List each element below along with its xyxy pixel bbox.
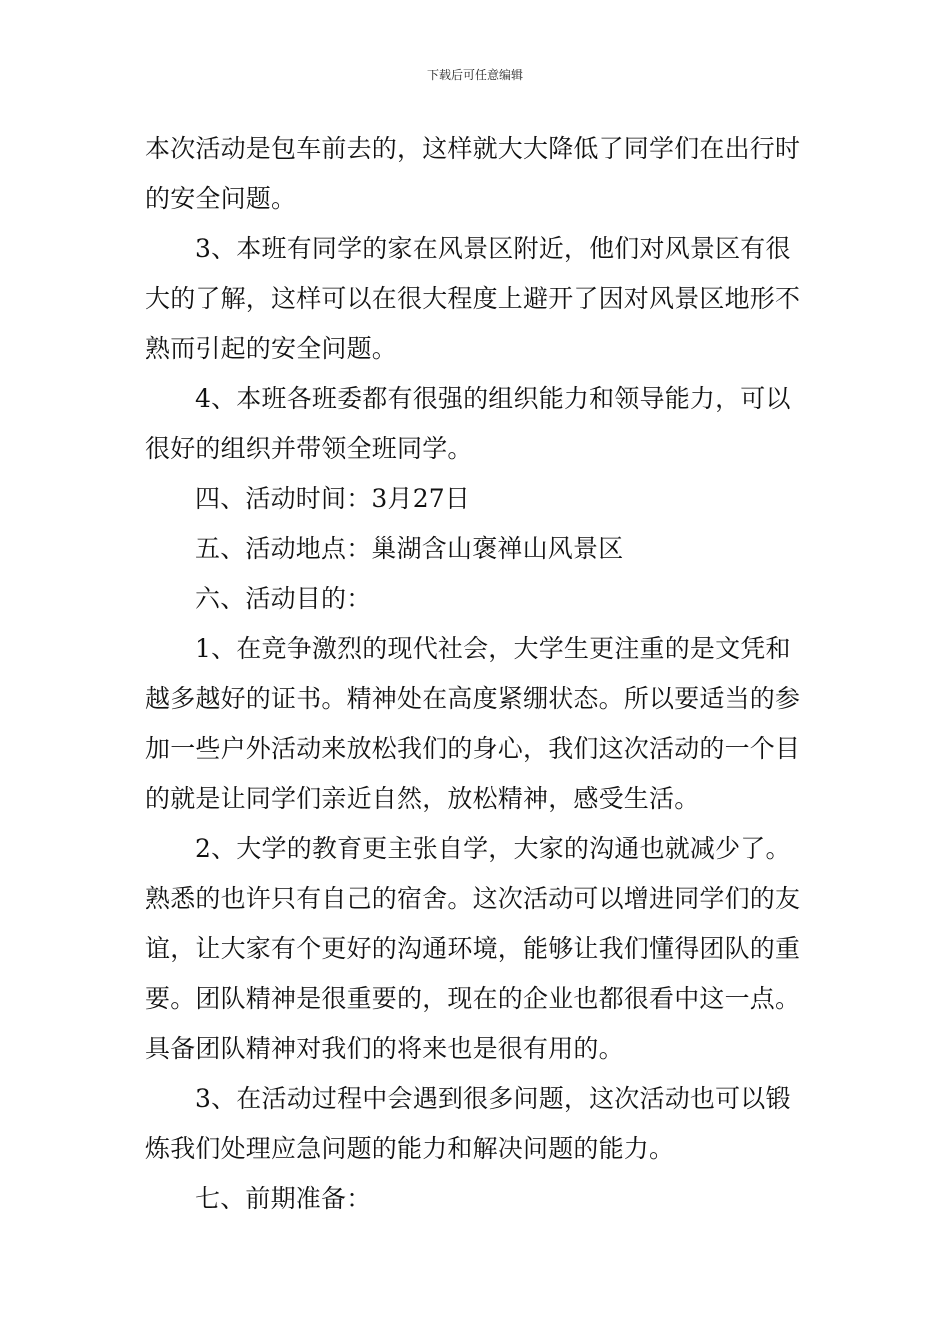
- paragraph: 五、活动地点：巢湖含山褒禅山风景区: [195, 534, 624, 563]
- page-header: 下载后可任意编辑: [426, 68, 523, 82]
- paragraph: 六、活动目的：: [195, 584, 372, 613]
- document-body: [145, 124, 810, 1224]
- paragraph: 4、本班各班委都有很强的组织能力和领导能力，可以很好的组织并带领全班同学。: [145, 384, 791, 463]
- paragraph: 2、大学的教育更主张自学，大家的沟通也就减少了。熟悉的也许只有自己的宿舍。这次活动可以增进同学们的友谊，让大家有个更好的沟通环境，能够让我们懂得团队的重要。团队精神是很重要的，现在的企业也都很看中这一点。具备团队精神对我们的将来也是很有用的。: [145, 834, 801, 1063]
- paragraph: 七、前期准备：: [195, 1184, 372, 1213]
- paragraph: 3、在活动过程中会遇到很多问题，这次活动也可以锻炼我们处理应急问题的能力和解决问题的能力。: [145, 1084, 791, 1163]
- paragraph: 1、在竞争激烈的现代社会，大学生更注重的是文凭和越多越好的证书。精神处在高度紧绷状态。所以要适当的参加一些户外活动来放松我们的身心，我们这次活动的一个目的就是让同学们亲近自然，放松精神，感受生活。: [145, 634, 801, 813]
- paragraph: 四、活动时间：3月27日: [195, 484, 471, 513]
- paragraph: 本次活动是包车前去的，这样就大大降低了同学们在出行时的安全问题。: [145, 134, 801, 213]
- paragraph: 3、本班有同学的家在风景区附近，他们对风景区有很大的了解，这样可以在很大程度上避开了因对风景区地形不熟而引起的安全问题。: [145, 234, 801, 363]
